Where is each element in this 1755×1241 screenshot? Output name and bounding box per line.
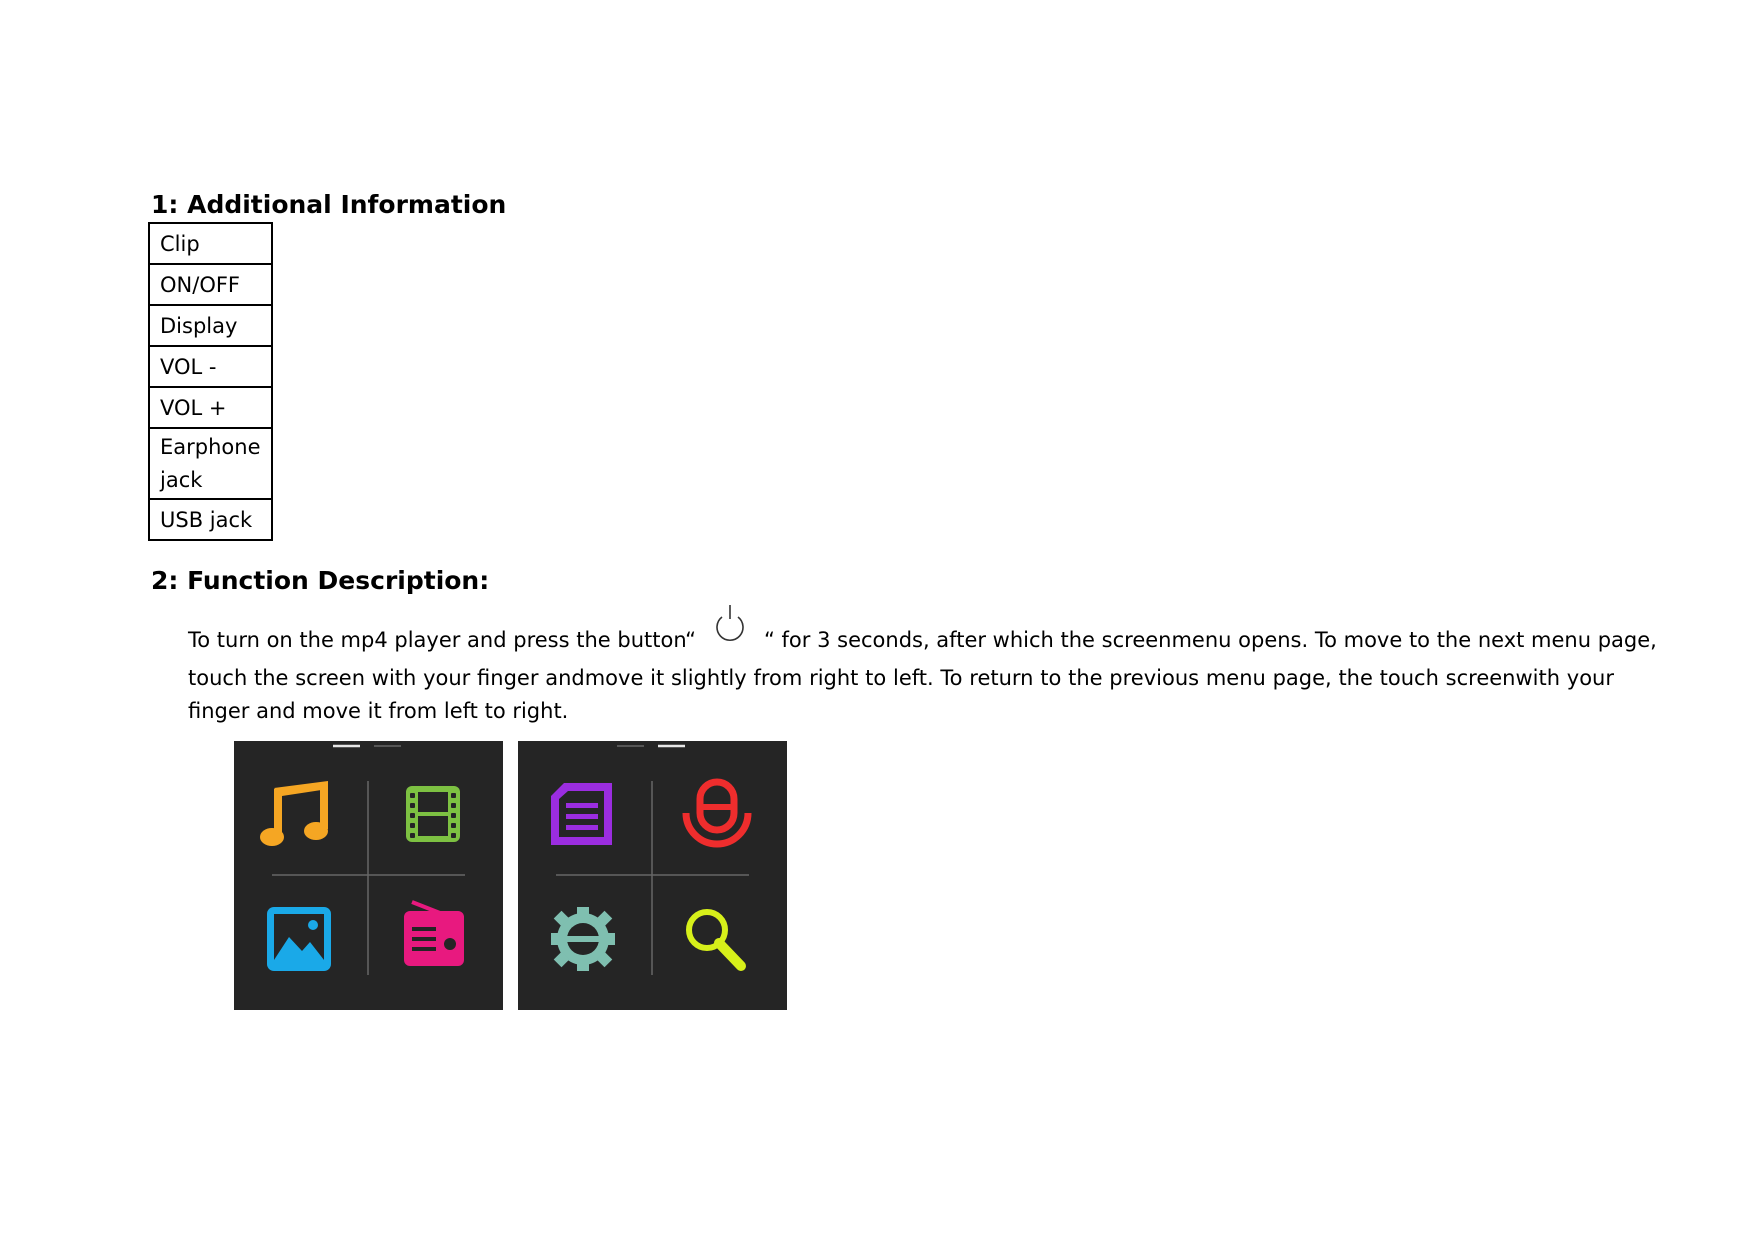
menu-screen-page-2[interactable]	[518, 741, 787, 1010]
film-strip-icon[interactable]	[406, 786, 460, 842]
radio-icon[interactable]	[404, 902, 464, 966]
table-cell: Earphone jack	[149, 428, 272, 499]
settings-gear-icon[interactable]	[551, 907, 615, 971]
power-button-icon	[696, 637, 764, 647]
function-description-rest: touch the screen with your finger andmove it slightly from right to left. To return to the previous menu page, the touch screenwith your finger and move it from left to right.	[188, 666, 1614, 723]
table-row	[149, 264, 272, 305]
section-1-heading: 1: Additional Information	[151, 190, 507, 219]
paragraph-text: To turn on the mp4 player and press the button“	[188, 628, 696, 652]
table-row	[149, 346, 272, 387]
paragraph-text: “ for 3 seconds, after which the screenmenu opens. To move to the next menu page,	[763, 628, 1657, 652]
table-row	[149, 428, 272, 499]
table-cell: USB jack	[149, 499, 272, 540]
music-note-icon[interactable]	[260, 781, 328, 846]
function-description-line-1	[188, 624, 1657, 657]
table-row	[149, 499, 272, 540]
table-cell: ON/OFF	[149, 264, 272, 305]
microphone-icon[interactable]	[686, 782, 748, 844]
additional-info-table	[148, 222, 273, 541]
table-row	[149, 387, 272, 428]
picture-icon[interactable]	[267, 907, 331, 971]
menu-screen-page-1[interactable]	[234, 741, 503, 1010]
section-2-heading: 2: Function Description:	[151, 566, 490, 595]
search-icon[interactable]	[689, 912, 741, 966]
table-row	[149, 305, 272, 346]
document-icon[interactable]	[551, 783, 612, 845]
table-cell: Clip	[149, 223, 272, 264]
table-cell: Display	[149, 305, 272, 346]
table-cell: VOL -	[149, 346, 272, 387]
table-cell: VOL +	[149, 387, 272, 428]
table-row	[149, 223, 272, 264]
